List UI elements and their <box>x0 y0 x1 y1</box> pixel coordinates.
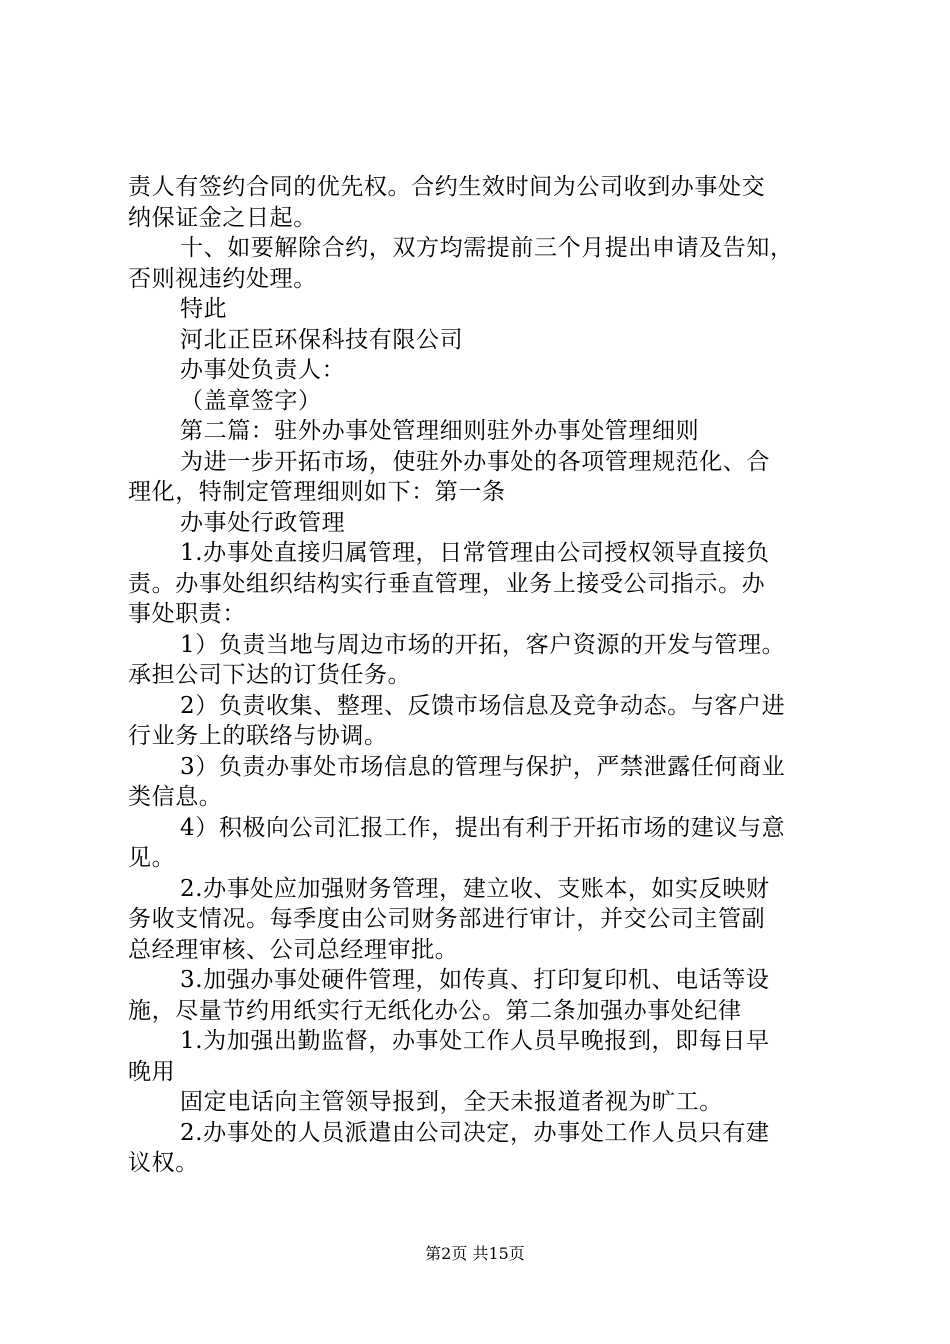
text-line: 理化，特制定管理细则如下：第一条 <box>128 479 506 505</box>
text-line: 1）负责当地与周边市场的开拓，客户资源的开发与管理。 <box>180 631 786 658</box>
text-line: 施，尽量节约用纸实行无纸化办公。第二条加强办事处纪律 <box>128 997 742 1024</box>
text-line: 见。 <box>128 845 176 871</box>
text-line: 十、如要解除合约，双方均需提前三个月提出申请及告知， <box>180 235 794 261</box>
text-line: 责人有签约合同的优先权。合约生效时间为公司收到办事处交 <box>128 174 766 200</box>
text-line: 3.加强办事处硬件管理，如传真、打印复印机、电话等设 <box>180 967 770 993</box>
text-line: 总经理审核、公司总经理审批。 <box>128 936 459 963</box>
text-line: 晚用 <box>128 1058 176 1085</box>
text-line: 纳保证金之日起。 <box>128 204 317 231</box>
text-line: 特此 <box>180 296 228 322</box>
text-line: 4）积极向公司汇报工作，提出有利于开拓市场的建议与意 <box>180 814 786 841</box>
text-line: 办事处行政管理 <box>180 509 346 536</box>
document-body <box>128 172 838 1179</box>
text-line: 类信息。 <box>128 784 223 810</box>
text-line: 为进一步开拓市场，使驻外办事处的各项管理规范化、合 <box>180 448 770 475</box>
text-line: 2.办事处的人员派遣由公司决定，办事处工作人员只有建 <box>180 1119 770 1146</box>
text-line: 承担公司下达的订货任务。 <box>128 662 412 688</box>
text-line: 办事处负责人： <box>180 357 346 383</box>
text-line: 河北正臣环保科技有限公司 <box>180 326 464 353</box>
text-line: 2.办事处应加强财务管理，建立收、支账本，如实反映财 <box>180 875 770 902</box>
text-line: 否则视违约处理。 <box>128 265 317 292</box>
text-line: 1.办事处直接归属管理，日常管理由公司授权领导直接负 <box>180 540 770 566</box>
page-number-footer: 第2页 共15页 <box>425 1244 525 1263</box>
text-line: 行业务上的联络与协调。 <box>128 723 388 749</box>
text-line: 事处职责： <box>128 601 246 627</box>
text-line: 议权。 <box>128 1150 199 1176</box>
text-line: 2）负责收集、整理、反馈市场信息及竞争动态。与客户进 <box>180 692 786 719</box>
section-heading: 第二篇：驻外办事处管理细则驻外办事处管理细则 <box>180 418 700 444</box>
text-line: 3）负责办事处市场信息的管理与保护，严禁泄露任何商业 <box>180 753 786 780</box>
text-line: （盖章签字） <box>180 387 322 414</box>
text-line: 固定电话向主管领导报到，全天未报道者视为旷工。 <box>180 1089 723 1115</box>
text-line: 责。办事处组织结构实行垂直管理，业务上接受公司指示。办 <box>128 570 766 597</box>
text-line: 务收支情况。每季度由公司财务部进行审计，并交公司主管副 <box>128 906 766 932</box>
text-line: 1.为加强出勤监督，办事处工作人员早晚报到，即每日早 <box>180 1028 770 1054</box>
